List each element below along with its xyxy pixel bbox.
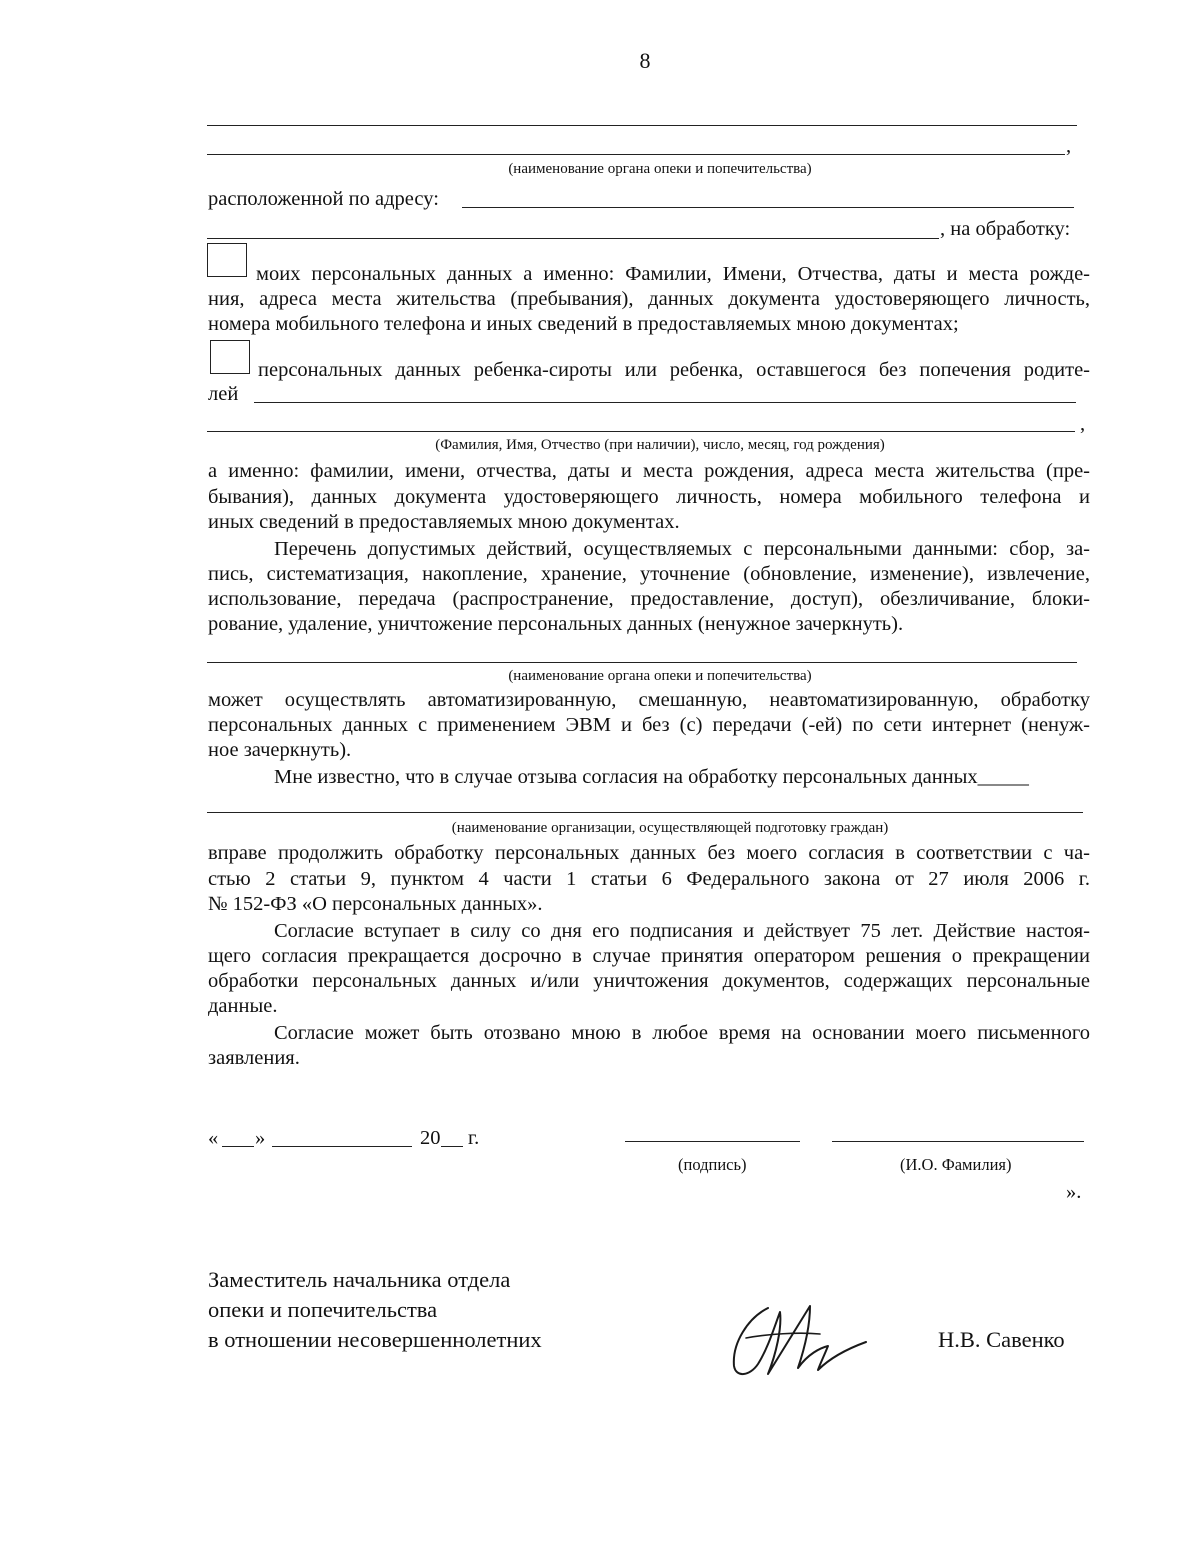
- trailing-comma: ,: [1066, 135, 1072, 157]
- signer-title-line: в отношении несовершеннолетних: [208, 1327, 542, 1352]
- caption-guardianship-body: (наименование органа опеки и попечительства): [508, 161, 812, 177]
- paragraph-line: пись, систематизация, накопление, хранение, уточнение (обновление, изменение), извлечение,: [208, 563, 1090, 585]
- date-year: 20: [420, 1127, 441, 1149]
- caption-guardianship-body-2: (наименование органа опеки и попечительства): [508, 668, 812, 684]
- paragraph-line: обработки персональных данных и/или уничтожения документов, содержащих персональные: [208, 970, 1090, 992]
- name-caption: (И.О. Фамилия): [900, 1155, 1012, 1174]
- paragraph-line: Согласие вступает в силу со дня его подписания и действует 75 лет. Действие настоя-: [274, 920, 1090, 942]
- paragraph-line: вправе продолжить обработку персональных данных без моего согласия в соответствии с ча-: [208, 842, 1090, 864]
- address-line: [462, 207, 1074, 208]
- child-name-line: [207, 431, 1075, 432]
- child-name-line: [254, 402, 1076, 403]
- checkbox-child-data[interactable]: [210, 340, 250, 374]
- blank-line: [207, 154, 1065, 155]
- paragraph-line: данные.: [208, 995, 278, 1017]
- date-year-suffix: г.: [468, 1127, 480, 1149]
- date-month-line: [272, 1146, 412, 1147]
- paragraph-line: бывания), данных документа удостоверяющего личность, номера мобильного телефона и: [208, 486, 1090, 508]
- option1-line: номера мобильного телефона и иных сведений в предоставляемых мною документах;: [208, 313, 959, 335]
- signer-title-line: опеки и попечительства: [208, 1297, 438, 1322]
- option2-line: персональных данных ребенка-сироты или ребенка, оставшегося без попечения родите-: [258, 359, 1090, 381]
- paragraph-line: использование, передача (распространение, предоставление, доступ), обезличивание, блоки-: [208, 588, 1090, 610]
- blank-line: [207, 812, 1083, 813]
- paragraph-line: стью 2 статьи 9, пунктом 4 части 1 статьи 6 Федерального закона от 27 июля 2006 г.: [208, 868, 1090, 890]
- blank-line: [207, 125, 1077, 126]
- name-line: [832, 1141, 1084, 1142]
- checkbox-own-data[interactable]: [207, 243, 247, 277]
- paragraph-line: № 152-ФЗ «О персональных данных».: [208, 893, 543, 915]
- option1-line: моих персональных данных а именно: Фамилии, Имени, Отчества, даты и места рожде-: [256, 263, 1090, 285]
- paragraph-line: рование, удаление, уничтожение персональных данных (ненужное зачеркнуть).: [208, 613, 904, 635]
- address-label: расположенной по адресу:: [208, 188, 439, 210]
- blank-line: [207, 662, 1077, 663]
- option1-line: ния, адреса места жительства (пребывания), данных документа удостоверяющего личность,: [208, 288, 1090, 310]
- paragraph-line: Согласие может быть отозвано мною в любое время на основании моего письменного: [274, 1022, 1090, 1044]
- signature-caption: (подпись): [678, 1155, 747, 1174]
- signature-line: [625, 1141, 800, 1142]
- closing-quote: ».: [1066, 1181, 1082, 1203]
- paragraph-line: персональных данных с применением ЭВМ и без (с) передачи (-ей) по сети интернет (ненуж-: [208, 714, 1090, 736]
- paragraph-line: может осуществлять автоматизированную, смешанную, неавтоматизированную, обработку: [208, 689, 1090, 711]
- date-day-line: [222, 1146, 254, 1147]
- option2-line: лей: [208, 383, 239, 405]
- paragraph-line: Мне известно, что в случае отзыва согласия на обработку персональных данных_____: [274, 766, 1029, 788]
- caption-child-name: (Фамилия, Имя, Отчество (при наличии), число, месяц, год рождения): [435, 437, 885, 453]
- paragraph-line: а именно: фамилии, имени, отчества, даты и места рождения, адреса места жительства (пре-: [208, 460, 1090, 482]
- trailing-comma: ,: [1080, 413, 1086, 435]
- paragraph-line: ное зачеркнуть).: [208, 739, 352, 761]
- paragraph-line: иных сведений в предоставляемых мною документах.: [208, 511, 680, 533]
- page-number: 8: [639, 48, 651, 73]
- date-year-line: [441, 1146, 463, 1147]
- address-line: [207, 238, 939, 239]
- caption-training-org: (наименование организации, осуществляющей подготовку граждан): [451, 820, 889, 836]
- signer-title-line: Заместитель начальника отдела: [208, 1267, 511, 1292]
- paragraph-line: заявления.: [208, 1047, 300, 1069]
- handwritten-signature: [728, 1298, 878, 1384]
- paragraph-line: щего согласия прекращается досрочно в случае принятия оператором решения о прекращении: [208, 945, 1090, 967]
- address-suffix: , на обработку:: [940, 218, 1071, 240]
- date-quote-close: »: [255, 1127, 266, 1149]
- signer-name: Н.В. Савенко: [938, 1327, 1065, 1352]
- date-quote-open: «: [208, 1127, 219, 1149]
- paragraph-line: Перечень допустимых действий, осуществляемых с персональными данными: сбор, за-: [274, 538, 1090, 560]
